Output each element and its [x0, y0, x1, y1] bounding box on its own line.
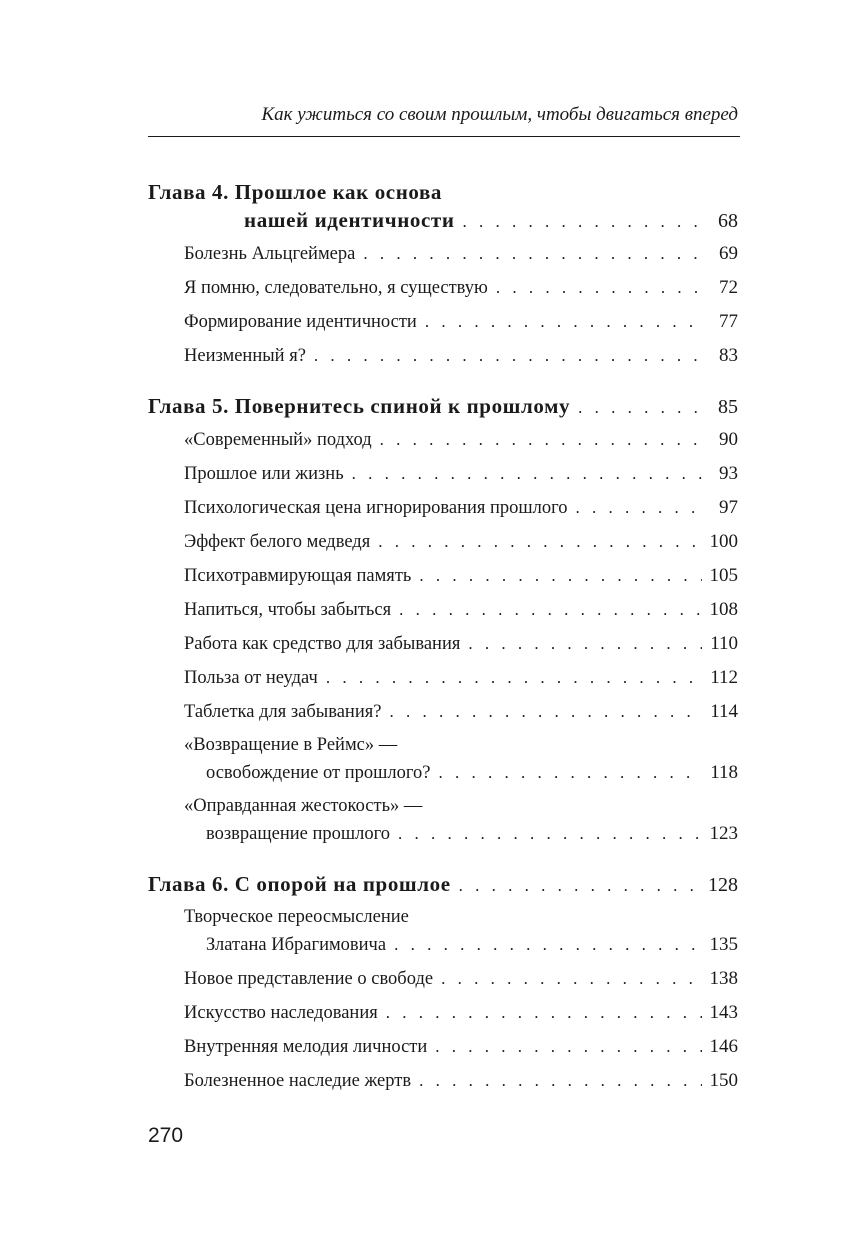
dot-leader — [419, 1067, 701, 1094]
chapter-5 — [148, 392, 738, 848]
chapter-6 — [148, 870, 738, 1095]
page-ref: 128 — [708, 874, 738, 896]
toc-item — [184, 528, 738, 556]
toc-item — [184, 308, 738, 336]
page-number: 270 — [148, 1124, 184, 1147]
page-ref: 97 — [719, 497, 738, 518]
toc-item — [184, 562, 738, 590]
toc-item — [184, 732, 738, 787]
dot-leader — [380, 426, 702, 453]
item-title: Болезнь Альцгеймера — [184, 244, 356, 264]
page-ref: 69 — [719, 243, 738, 264]
item-title: Работа как средство для забывания — [184, 634, 461, 654]
item-title: Я помню, следовательно, я существую — [184, 278, 488, 298]
dot-leader — [398, 820, 702, 847]
toc-item — [184, 596, 738, 624]
page-ref: 135 — [709, 934, 738, 955]
dot-leader — [468, 630, 702, 657]
section-list — [148, 904, 738, 1095]
chapter-entry — [148, 392, 738, 422]
chapter-4 — [148, 178, 738, 370]
chapter-title: Глава 5. Повернитесь спиной к прошлому — [148, 394, 571, 418]
page-ref: 85 — [718, 396, 738, 418]
page-ref: 72 — [719, 277, 738, 298]
item-title: Таблетка для забывания? — [184, 702, 382, 722]
table-of-contents — [148, 178, 738, 1117]
dot-leader — [363, 240, 702, 267]
dot-leader — [386, 999, 702, 1026]
toc-item — [184, 460, 738, 488]
item-title-cont: возвращение прошлого — [206, 824, 390, 844]
toc-item — [184, 904, 738, 959]
dot-leader — [576, 494, 702, 521]
dot-leader — [378, 528, 701, 555]
toc-item — [184, 630, 738, 658]
running-header: Как ужиться со своим прошлым, чтобы двигаться вперед — [261, 104, 738, 125]
page-ref: 138 — [709, 968, 738, 989]
item-title: Формирование идентичности — [184, 312, 417, 332]
page-ref: 68 — [718, 210, 738, 232]
dot-leader — [389, 698, 702, 725]
item-title: Неизменный я? — [184, 346, 306, 366]
page-ref: 93 — [719, 463, 738, 484]
item-title: «Оправданная жестокость» — — [184, 796, 423, 816]
dot-leader — [419, 562, 701, 589]
toc-item — [184, 1067, 738, 1095]
dot-leader — [578, 394, 702, 422]
header-rule — [148, 136, 740, 137]
item-title: «Возвращение в Реймс» — — [184, 735, 398, 755]
item-title: Внутренняя мелодия личности — [184, 1037, 428, 1057]
item-title: Новое представление о свободе — [184, 969, 434, 989]
item-title: «Современный» подход — [184, 430, 372, 450]
chapter-title: Глава 6. С опорой на прошлое — [148, 872, 451, 896]
toc-item — [184, 965, 738, 993]
dot-leader — [438, 759, 702, 786]
dot-leader — [352, 460, 702, 487]
toc-item — [184, 1033, 738, 1061]
toc-item — [184, 664, 738, 692]
dot-leader — [459, 872, 700, 900]
dot-leader — [314, 342, 702, 369]
dot-leader — [394, 931, 701, 958]
dot-leader — [399, 596, 701, 623]
page-ref: 150 — [709, 1070, 738, 1091]
page-ref: 100 — [709, 531, 738, 552]
chapter-entry — [148, 206, 738, 236]
page-ref: 143 — [709, 1002, 738, 1023]
page-ref: 146 — [709, 1036, 738, 1057]
page-ref: 118 — [710, 762, 738, 783]
dot-leader — [425, 308, 702, 335]
item-title: Напиться, чтобы забыться — [184, 600, 392, 620]
item-title-cont: освобождение от прошлого? — [206, 763, 431, 783]
item-title: Прошлое или жизнь — [184, 464, 344, 484]
item-title: Психологическая цена игнорирования прошлого — [184, 498, 568, 518]
page-ref: 90 — [719, 429, 738, 450]
toc-item — [184, 342, 738, 370]
item-title-cont: Златана Ибрагимовича — [206, 935, 387, 955]
page-ref: 114 — [710, 701, 738, 722]
toc-item — [184, 494, 738, 522]
dot-leader — [463, 208, 702, 236]
dot-leader — [326, 664, 702, 691]
section-list — [148, 240, 738, 370]
item-title: Польза от неудач — [184, 668, 318, 688]
chapter-entry — [148, 870, 738, 900]
page-ref: 110 — [710, 633, 738, 654]
page-ref: 83 — [719, 345, 738, 366]
item-title: Психотравмирующая память — [184, 566, 412, 586]
section-list — [148, 426, 738, 848]
toc-item — [184, 426, 738, 454]
chapter-title: Глава 4. Прошлое как основа — [148, 180, 443, 204]
item-title: Эффект белого медведя — [184, 532, 371, 552]
toc-item — [184, 698, 738, 726]
item-title: Болезненное наследие жертв — [184, 1071, 412, 1091]
dot-leader — [441, 965, 701, 992]
toc-item — [184, 274, 738, 302]
page-ref: 123 — [709, 823, 738, 844]
page-ref: 77 — [719, 311, 738, 332]
page-ref: 105 — [709, 565, 738, 586]
toc-item — [184, 793, 738, 848]
chapter-title-cont: нашей идентичности — [244, 208, 455, 232]
page-ref: 108 — [709, 599, 738, 620]
item-title: Искусство наследования — [184, 1003, 378, 1023]
page-ref: 112 — [710, 667, 738, 688]
item-title: Творческое переосмысление — [184, 907, 409, 927]
dot-leader — [496, 274, 702, 301]
toc-item — [184, 240, 738, 268]
toc-item — [184, 999, 738, 1027]
dot-leader — [435, 1033, 701, 1060]
